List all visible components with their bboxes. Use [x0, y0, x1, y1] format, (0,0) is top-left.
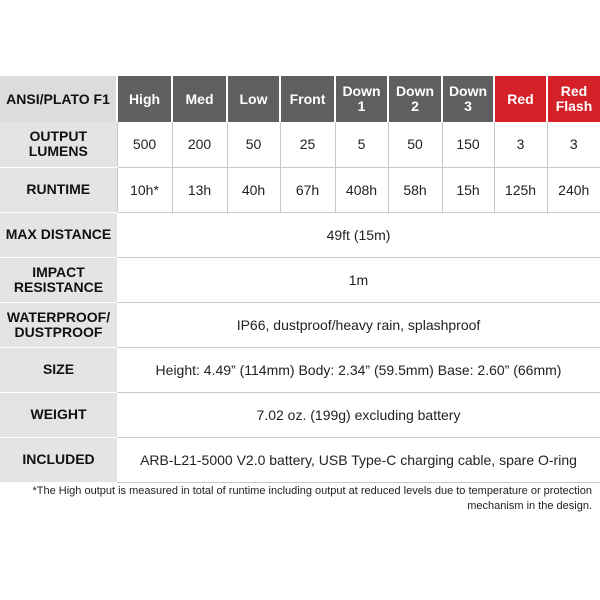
output-value: 25: [280, 122, 335, 167]
output-row: [0, 122, 600, 167]
runtime-value: 13h: [172, 167, 227, 212]
impact-label: IMPACT RESISTANCE: [0, 257, 117, 302]
runtime-value: 40h: [227, 167, 280, 212]
header-corner: ANSI/PLATO F1: [0, 76, 117, 122]
mode-header-front: Front: [280, 76, 335, 122]
output-value: 500: [117, 122, 172, 167]
mode-header-down-3: Down 3: [442, 76, 494, 122]
output-value: 50: [388, 122, 442, 167]
output-value: 200: [172, 122, 227, 167]
weight-label: WEIGHT: [0, 392, 117, 437]
mode-header-down-1: Down 1: [335, 76, 388, 122]
included-value: ARB-L21-5000 V2.0 battery, USB Type-C charging cable, spare O-ring: [117, 437, 600, 482]
runtime-row: [0, 167, 600, 212]
output-value: 50: [227, 122, 280, 167]
mode-header-down-2: Down 2: [388, 76, 442, 122]
weight-row: [0, 392, 600, 437]
waterproof-label: WATERPROOF/ DUSTPROOF: [0, 302, 117, 347]
size-label: SIZE: [0, 347, 117, 392]
runtime-value: 125h: [494, 167, 547, 212]
runtime-value: 15h: [442, 167, 494, 212]
output-value: 3: [494, 122, 547, 167]
included-label: INCLUDED: [0, 437, 117, 482]
header-row: [0, 76, 600, 122]
output-value: 5: [335, 122, 388, 167]
impact-row: [0, 257, 600, 302]
footnote: *The High output is measured in total of runtime including output at reduced levels due to temperature or protection mechanism in the design.: [32, 485, 592, 512]
spec-table: [0, 76, 600, 483]
output-label: OUTPUT LUMENS: [0, 122, 117, 167]
waterproof-row: [0, 302, 600, 347]
output-value: 3: [547, 122, 600, 167]
output-value: 150: [442, 122, 494, 167]
mode-header-low: Low: [227, 76, 280, 122]
waterproof-value: IP66, dustproof/heavy rain, splashproof: [117, 302, 600, 347]
runtime-value: 67h: [280, 167, 335, 212]
runtime-value: 10h*: [117, 167, 172, 212]
max-distance-row: [0, 212, 600, 257]
runtime-value: 58h: [388, 167, 442, 212]
included-row: [0, 437, 600, 482]
mode-header-high: High: [117, 76, 172, 122]
runtime-label: RUNTIME: [0, 167, 117, 212]
runtime-value: 240h: [547, 167, 600, 212]
max-distance-label: MAX DISTANCE: [0, 212, 117, 257]
runtime-value: 408h: [335, 167, 388, 212]
mode-header-med: Med: [172, 76, 227, 122]
mode-header-red: Red: [494, 76, 547, 122]
weight-value: 7.02 oz. (199g) excluding battery: [117, 392, 600, 437]
impact-value: 1m: [117, 257, 600, 302]
max-distance-value: 49ft (15m): [117, 212, 600, 257]
mode-header-red-flash: Red Flash: [547, 76, 600, 122]
size-value: Height: 4.49” (114mm) Body: 2.34” (59.5mm) Base: 2.60” (66mm): [117, 347, 600, 392]
size-row: [0, 347, 600, 392]
